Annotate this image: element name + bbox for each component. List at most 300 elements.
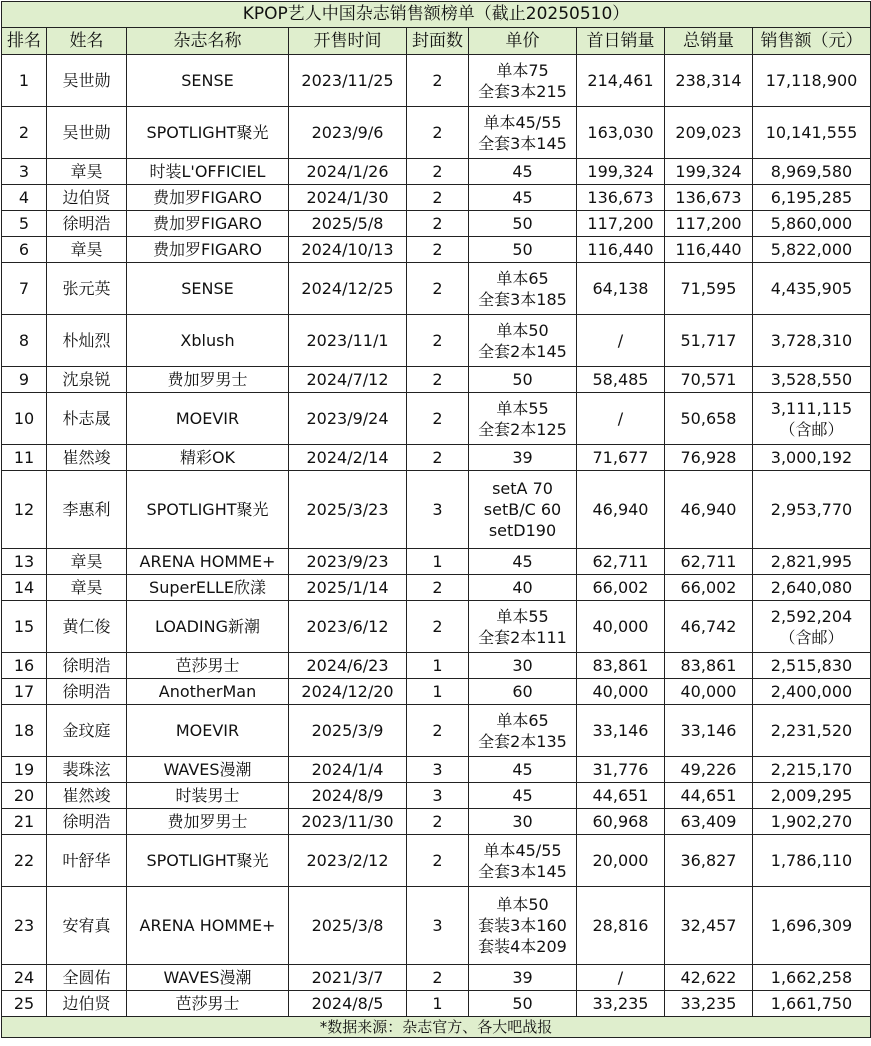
rank-cell: 19 — [2, 757, 47, 783]
covers-cell: 2 — [407, 237, 469, 263]
price-cell — [469, 471, 577, 549]
name-cell: 徐明浩 — [47, 809, 127, 835]
table-row — [2, 367, 871, 393]
price-cell — [469, 367, 577, 393]
date-cell: 2023/6/12 — [289, 601, 407, 653]
sales-value: 2,953,770 — [770, 500, 853, 519]
sales-cell — [753, 991, 871, 1017]
sales-value: 5,822,000 — [770, 240, 853, 259]
date-cell: 2024/1/30 — [289, 185, 407, 211]
price-line: 单本50 — [496, 320, 549, 340]
total-cell: 71,595 — [665, 263, 753, 315]
magazine-cell: SPOTLIGHT聚光 — [127, 471, 289, 549]
rank-cell: 9 — [2, 367, 47, 393]
price-line: 45 — [512, 162, 533, 181]
table-row — [2, 887, 871, 965]
name-cell: 边伯贤 — [47, 991, 127, 1017]
total-cell: 66,002 — [665, 575, 753, 601]
covers-cell: 1 — [407, 549, 469, 575]
total-cell: 63,409 — [665, 809, 753, 835]
name-cell: 徐明浩 — [47, 211, 127, 237]
price-cell — [469, 159, 577, 185]
first-day-cell: 136,673 — [577, 185, 665, 211]
name-cell: 吴世勋 — [47, 107, 127, 159]
magazine-cell: MOEVIR — [127, 705, 289, 757]
price-line: 全套3本215 — [478, 81, 567, 101]
magazine-cell: 费加罗男士 — [127, 367, 289, 393]
price-line: 30 — [512, 656, 533, 675]
table-row — [2, 237, 871, 263]
rank-cell: 18 — [2, 705, 47, 757]
magazine-cell: 芭莎男士 — [127, 991, 289, 1017]
rank-cell: 7 — [2, 263, 47, 315]
price-cell — [469, 991, 577, 1017]
name-cell: 章昊 — [47, 575, 127, 601]
price-line: 50 — [512, 994, 533, 1013]
table-row — [2, 705, 871, 757]
sales-cell — [753, 705, 871, 757]
total-cell: 33,146 — [665, 705, 753, 757]
total-cell: 36,827 — [665, 835, 753, 887]
rank-cell: 6 — [2, 237, 47, 263]
price-line: 30 — [512, 812, 533, 831]
covers-cell: 2 — [407, 705, 469, 757]
magazine-cell: 费加罗FIGARO — [127, 211, 289, 237]
price-cell — [469, 237, 577, 263]
sales-cell — [753, 757, 871, 783]
name-cell: 边伯贤 — [47, 185, 127, 211]
sales-value: 1,902,270 — [770, 812, 853, 831]
magazine-cell: SENSE — [127, 55, 289, 107]
table-row — [2, 445, 871, 471]
price-line: 45 — [512, 786, 533, 805]
price-cell — [469, 809, 577, 835]
price-cell — [469, 55, 577, 107]
sales-value: 2,515,830 — [770, 656, 853, 675]
price-line: 45 — [512, 188, 533, 207]
magazine-cell: ARENA HOMME+ — [127, 549, 289, 575]
rank-cell: 1 — [2, 55, 47, 107]
price-line: 单本50 — [496, 895, 549, 914]
total-cell: 76,928 — [665, 445, 753, 471]
rank-cell: 15 — [2, 601, 47, 653]
price-line: 单本45/55 — [483, 840, 562, 860]
covers-cell: 3 — [407, 887, 469, 965]
price-cell — [469, 887, 577, 965]
table-row — [2, 835, 871, 887]
price-line: 套装4本209 — [478, 937, 567, 956]
sales-value: 1,786,110 — [770, 851, 853, 870]
covers-cell: 2 — [407, 185, 469, 211]
rank-cell: 22 — [2, 835, 47, 887]
rank-cell: 10 — [2, 393, 47, 445]
rank-cell: 20 — [2, 783, 47, 809]
price-line: 50 — [512, 240, 533, 259]
magazine-cell: AnotherMan — [127, 679, 289, 705]
name-cell: 裴珠泫 — [47, 757, 127, 783]
covers-cell: 2 — [407, 315, 469, 367]
date-cell: 2024/6/23 — [289, 653, 407, 679]
sales-value: 3,528,550 — [770, 370, 853, 389]
price-cell — [469, 315, 577, 367]
sales-value: 4,435,905 — [770, 279, 853, 298]
date-cell: 2023/11/1 — [289, 315, 407, 367]
first-day-cell: / — [577, 393, 665, 445]
price-line: 单本65 — [496, 268, 549, 288]
sales-cell — [753, 549, 871, 575]
name-cell: 安宥真 — [47, 887, 127, 965]
name-cell: 章昊 — [47, 159, 127, 185]
first-day-cell: 163,030 — [577, 107, 665, 159]
postage-note: （含邮） — [779, 627, 844, 647]
sales-cell — [753, 159, 871, 185]
rank-cell: 4 — [2, 185, 47, 211]
date-cell: 2023/9/6 — [289, 107, 407, 159]
name-cell: 章昊 — [47, 549, 127, 575]
price-line: 全套3本145 — [478, 861, 567, 881]
magazine-cell: 费加罗FIGARO — [127, 185, 289, 211]
table-row — [2, 107, 871, 159]
total-cell: 238,314 — [665, 55, 753, 107]
sales-value: 2,640,080 — [770, 578, 853, 597]
price-cell — [469, 653, 577, 679]
sales-value: 6,195,285 — [770, 188, 853, 207]
total-cell: 136,673 — [665, 185, 753, 211]
price-cell — [469, 211, 577, 237]
price-line: 40 — [512, 578, 533, 597]
sales-value: 1,696,309 — [770, 916, 853, 935]
price-cell — [469, 263, 577, 315]
price-line: 45 — [512, 760, 533, 779]
total-cell: 49,226 — [665, 757, 753, 783]
name-cell: 金玟庭 — [47, 705, 127, 757]
rank-cell: 16 — [2, 653, 47, 679]
sales-cell — [753, 55, 871, 107]
first-day-cell: 44,651 — [577, 783, 665, 809]
price-cell — [469, 757, 577, 783]
date-cell: 2025/5/8 — [289, 211, 407, 237]
price-cell — [469, 705, 577, 757]
price-cell — [469, 965, 577, 991]
price-line: 45 — [512, 552, 533, 571]
total-cell: 50,658 — [665, 393, 753, 445]
price-line: 单本55 — [496, 606, 549, 626]
rank-cell: 8 — [2, 315, 47, 367]
sales-value: 2,821,995 — [770, 552, 853, 571]
rank-cell: 12 — [2, 471, 47, 549]
magazine-cell: 时装男士 — [127, 783, 289, 809]
rank-cell: 17 — [2, 679, 47, 705]
table-row — [2, 783, 871, 809]
covers-cell: 1 — [407, 653, 469, 679]
sales-value: 1,661,750 — [770, 994, 853, 1013]
first-day-cell: 40,000 — [577, 679, 665, 705]
sales-cell — [753, 471, 871, 549]
table-row — [2, 55, 871, 107]
magazine-cell: SPOTLIGHT聚光 — [127, 835, 289, 887]
covers-cell: 2 — [407, 367, 469, 393]
covers-cell: 2 — [407, 393, 469, 445]
name-cell: 李惠利 — [47, 471, 127, 549]
sales-cell — [753, 887, 871, 965]
sales-value: 2,400,000 — [770, 682, 853, 701]
first-day-cell: 64,138 — [577, 263, 665, 315]
name-cell: 叶舒华 — [47, 835, 127, 887]
price-line: 套装3本160 — [478, 916, 567, 935]
price-line: 全套2本111 — [478, 627, 567, 647]
date-cell: 2021/3/7 — [289, 965, 407, 991]
first-day-cell: 31,776 — [577, 757, 665, 783]
sales-cell — [753, 367, 871, 393]
covers-cell: 2 — [407, 835, 469, 887]
sales-value: 2,592,204 — [770, 606, 853, 626]
total-cell: 83,861 — [665, 653, 753, 679]
sales-cell — [753, 783, 871, 809]
covers-cell: 2 — [407, 211, 469, 237]
price-line: 50 — [512, 370, 533, 389]
date-cell: 2024/10/13 — [289, 237, 407, 263]
total-cell: 44,651 — [665, 783, 753, 809]
magazine-cell: 费加罗男士 — [127, 809, 289, 835]
price-line: setD190 — [488, 521, 557, 540]
price-line: 全套2本135 — [478, 731, 567, 751]
table-row — [2, 211, 871, 237]
price-line: 60 — [512, 682, 533, 701]
first-day-cell: 20,000 — [577, 835, 665, 887]
price-line: 全套2本125 — [478, 419, 567, 439]
magazine-cell: SuperELLE欣漾 — [127, 575, 289, 601]
price-cell — [469, 185, 577, 211]
total-cell: 116,440 — [665, 237, 753, 263]
covers-cell: 2 — [407, 965, 469, 991]
price-line: setB/C 60 — [483, 500, 562, 519]
sales-cell — [753, 185, 871, 211]
sales-value: 3,111,115 — [770, 398, 853, 418]
sales-cell — [753, 263, 871, 315]
table-row — [2, 185, 871, 211]
date-cell: 2024/12/20 — [289, 679, 407, 705]
first-day-cell: / — [577, 965, 665, 991]
total-cell: 46,940 — [665, 471, 753, 549]
sales-cell — [753, 835, 871, 887]
sales-cell — [753, 107, 871, 159]
name-cell: 张元英 — [47, 263, 127, 315]
covers-cell: 1 — [407, 679, 469, 705]
price-header: 单价 — [469, 28, 577, 55]
postage-note: （含邮） — [779, 419, 844, 439]
table-row — [2, 159, 871, 185]
sales-cell — [753, 315, 871, 367]
sales-cell — [753, 211, 871, 237]
name-cell: 沈泉锐 — [47, 367, 127, 393]
date-header: 开售时间 — [289, 28, 407, 55]
date-cell: 2024/8/9 — [289, 783, 407, 809]
price-cell — [469, 679, 577, 705]
price-cell — [469, 549, 577, 575]
first-day-cell: 46,940 — [577, 471, 665, 549]
sales-value: 17,118,900 — [765, 71, 858, 90]
sales-cell — [753, 965, 871, 991]
sales-cell — [753, 679, 871, 705]
covers-cell: 2 — [407, 809, 469, 835]
price-cell — [469, 107, 577, 159]
sales-value: 8,969,580 — [770, 162, 853, 181]
sales-cell — [753, 653, 871, 679]
table-row — [2, 809, 871, 835]
total-cell: 42,622 — [665, 965, 753, 991]
name-cell: 章昊 — [47, 237, 127, 263]
first-day-cell: / — [577, 315, 665, 367]
magazine-cell: WAVES漫潮 — [127, 757, 289, 783]
sales-cell — [753, 575, 871, 601]
price-line: 全套3本145 — [478, 133, 567, 153]
covers-cell: 2 — [407, 159, 469, 185]
date-cell: 2024/7/12 — [289, 367, 407, 393]
table-row — [2, 263, 871, 315]
covers-header: 封面数 — [407, 28, 469, 55]
price-cell — [469, 601, 577, 653]
total-cell: 209,023 — [665, 107, 753, 159]
first-day-cell: 33,146 — [577, 705, 665, 757]
magazine-cell: WAVES漫潮 — [127, 965, 289, 991]
name-cell: 朴志晟 — [47, 393, 127, 445]
total-header: 总销量 — [665, 28, 753, 55]
sales-value: 3,000,192 — [770, 448, 853, 467]
rank-cell: 21 — [2, 809, 47, 835]
table-row — [2, 757, 871, 783]
date-cell: 2025/3/8 — [289, 887, 407, 965]
magazine-cell: 费加罗FIGARO — [127, 237, 289, 263]
sales-value: 1,662,258 — [770, 968, 853, 987]
sales-value: 2,231,520 — [770, 721, 853, 740]
price-line: 单本45/55 — [483, 112, 562, 132]
first-day-cell: 83,861 — [577, 653, 665, 679]
sales-value: 2,009,295 — [770, 786, 853, 805]
total-cell: 117,200 — [665, 211, 753, 237]
first-day-cell: 60,968 — [577, 809, 665, 835]
covers-cell: 2 — [407, 55, 469, 107]
rank-header: 排名 — [2, 28, 47, 55]
name-cell: 黄仁俊 — [47, 601, 127, 653]
covers-cell: 3 — [407, 757, 469, 783]
total-cell: 46,742 — [665, 601, 753, 653]
magazine-cell: 芭莎男士 — [127, 653, 289, 679]
sales-cell — [753, 393, 871, 445]
rank-cell: 24 — [2, 965, 47, 991]
total-cell: 62,711 — [665, 549, 753, 575]
covers-cell: 3 — [407, 783, 469, 809]
magazine-cell: 精彩OK — [127, 445, 289, 471]
table-row — [2, 679, 871, 705]
price-line: 单本75 — [496, 60, 549, 80]
magazine-cell: LOADING新潮 — [127, 601, 289, 653]
total-cell: 33,235 — [665, 991, 753, 1017]
covers-cell: 2 — [407, 601, 469, 653]
rank-cell: 23 — [2, 887, 47, 965]
total-cell: 40,000 — [665, 679, 753, 705]
sales-value: 10,141,555 — [765, 123, 858, 142]
price-line: 单本65 — [496, 710, 549, 730]
price-line: 单本55 — [496, 398, 549, 418]
sales-value: 5,860,000 — [770, 214, 853, 233]
date-cell: 2024/8/5 — [289, 991, 407, 1017]
first-day-header: 首日销量 — [577, 28, 665, 55]
price-cell — [469, 783, 577, 809]
name-cell: 崔然竣 — [47, 783, 127, 809]
price-cell — [469, 393, 577, 445]
date-cell: 2023/11/30 — [289, 809, 407, 835]
price-line: 全套3本185 — [478, 289, 567, 309]
rank-cell: 25 — [2, 991, 47, 1017]
rank-cell: 5 — [2, 211, 47, 237]
sales-cell — [753, 237, 871, 263]
name-cell: 徐明浩 — [47, 679, 127, 705]
date-cell: 2023/11/25 — [289, 55, 407, 107]
name-cell: 徐明浩 — [47, 653, 127, 679]
first-day-cell: 199,324 — [577, 159, 665, 185]
table-row — [2, 601, 871, 653]
magazine-cell: Xblush — [127, 315, 289, 367]
price-line: 39 — [512, 448, 533, 467]
first-day-cell: 28,816 — [577, 887, 665, 965]
sales-cell — [753, 809, 871, 835]
rank-cell: 3 — [2, 159, 47, 185]
table-row — [2, 471, 871, 549]
total-cell: 51,717 — [665, 315, 753, 367]
price-cell — [469, 835, 577, 887]
date-cell: 2024/1/4 — [289, 757, 407, 783]
table-title: KPOP艺人中国杂志销售额榜单（截止20250510） — [2, 2, 871, 28]
table-row — [2, 315, 871, 367]
data-source-footer: *数据来源：杂志官方、各大吧战报 — [2, 1017, 871, 1038]
magazine-cell: 时装L'OFFICIEL — [127, 159, 289, 185]
table-row — [2, 653, 871, 679]
total-cell: 70,571 — [665, 367, 753, 393]
table-row — [2, 965, 871, 991]
rank-cell: 2 — [2, 107, 47, 159]
table-row — [2, 575, 871, 601]
sales-ranking-table — [1, 1, 871, 1038]
name-cell: 吴世勋 — [47, 55, 127, 107]
magazine-header: 杂志名称 — [127, 28, 289, 55]
total-cell: 199,324 — [665, 159, 753, 185]
first-day-cell: 71,677 — [577, 445, 665, 471]
first-day-cell: 66,002 — [577, 575, 665, 601]
first-day-cell: 62,711 — [577, 549, 665, 575]
sales-cell — [753, 601, 871, 653]
table-row — [2, 549, 871, 575]
sales-header: 销售额（元） — [753, 28, 871, 55]
price-line: 39 — [512, 968, 533, 987]
first-day-cell: 214,461 — [577, 55, 665, 107]
first-day-cell: 58,485 — [577, 367, 665, 393]
sales-cell — [753, 445, 871, 471]
date-cell: 2024/1/26 — [289, 159, 407, 185]
name-cell: 朴灿烈 — [47, 315, 127, 367]
total-cell: 32,457 — [665, 887, 753, 965]
name-cell: 全圆佑 — [47, 965, 127, 991]
table-row — [2, 991, 871, 1017]
date-cell: 2023/2/12 — [289, 835, 407, 887]
covers-cell: 2 — [407, 575, 469, 601]
magazine-cell: MOEVIR — [127, 393, 289, 445]
price-line: 50 — [512, 214, 533, 233]
covers-cell: 2 — [407, 107, 469, 159]
date-cell: 2024/12/25 — [289, 263, 407, 315]
sales-value: 3,728,310 — [770, 331, 853, 350]
date-cell: 2023/9/24 — [289, 393, 407, 445]
covers-cell: 2 — [407, 263, 469, 315]
